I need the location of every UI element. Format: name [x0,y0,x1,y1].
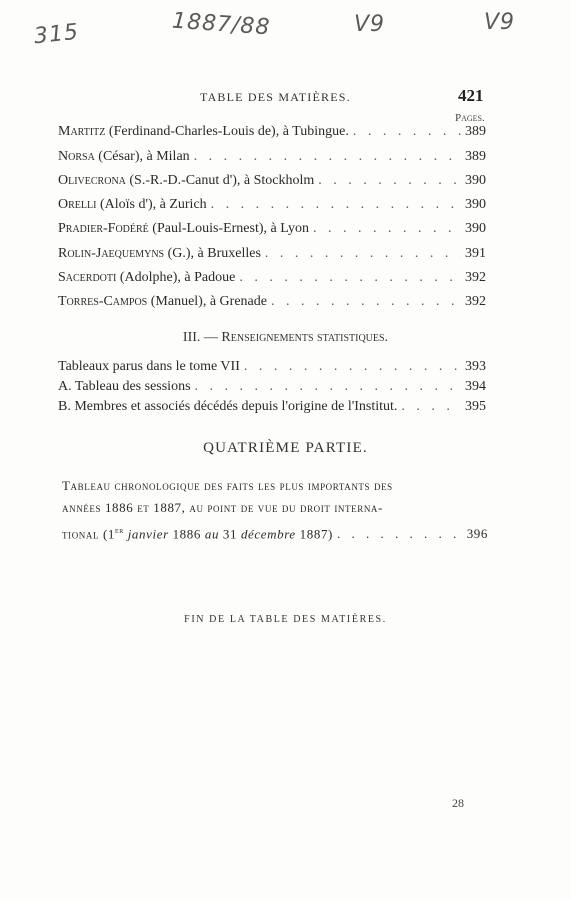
leader-dots [194,148,461,166]
toc-entry [58,293,486,311]
entry-page: 396 [466,526,488,542]
toc-entry [58,269,486,287]
leader-dots [265,245,461,263]
entry-surname: Norsa [58,149,95,164]
leader-dots [337,523,463,545]
entry-detail: (G.), à Bruxelles [164,246,261,261]
toc-entry [58,378,486,396]
handwritten-note-4: V9 [484,10,516,35]
leader-dots [244,358,461,376]
entry-detail: (S.-R.-D.-Canut d'), à Stockholm [125,173,315,188]
toc-entry [58,123,486,141]
entry-surname: Pradier-Fodéré [58,221,149,236]
toc-entry [58,172,486,190]
signature-mark: 28 [452,796,464,810]
handwritten-note-2: 1887/88 [171,8,272,41]
page-number: 421 [458,86,484,105]
entry-surname: Olivecrona [58,173,126,188]
leader-dots [313,220,461,238]
entry-surname: Sacerdoti [58,270,117,285]
chronology-line-3: tional (1er janvier 1886 au 31 décembre 1887) . . . 396 [62,519,488,545]
leader-dots [353,123,461,141]
entry-surname: Rolin-Jaequemyns [58,246,165,261]
toc-entry [58,220,486,238]
entry-label: A. Tableau des sessions [58,379,191,394]
entry-label: Tableaux parus dans le tome VII [58,359,240,374]
entry-page: 390 [465,221,486,236]
toc-entry [58,398,486,416]
entry-page: 391 [465,246,486,261]
entry-detail: (César), à Milan [94,149,190,164]
entry-detail: (Manuel), à Grenade [147,294,267,309]
entry-page: 392 [465,294,486,309]
entry-page: 394 [465,379,486,394]
chronology-line-2: années 1886 et 1887, au point de vue du droit interna- [62,500,383,515]
chronology-entry [62,475,488,545]
handwritten-note-3: V9 [354,12,386,37]
entry-label: B. Membres et associés décédés depuis l'origine de l'Institut. [58,399,398,414]
entry-page: 395 [465,399,486,414]
entry-surname: Orelli [58,197,97,212]
entry-page: 390 [465,173,486,188]
leader-dots [195,378,461,396]
entry-page: 392 [465,270,486,285]
running-head: TABLE DES MATIÈRES. [200,90,351,104]
entry-detail: (Aloïs d'), à Zurich [96,197,207,212]
chronology-line-1: Tableau chronologique des faits les plus importants des [62,478,393,493]
toc-entry [58,148,486,166]
entry-surname: Torres-Campos [58,294,148,309]
leader-dots [318,172,461,190]
entry-page: 390 [465,197,486,212]
handwritten-note-1: 315 [32,19,81,50]
pages-column-label: Pages. [455,112,485,124]
leader-dots [211,196,461,214]
entry-page: 389 [465,149,486,164]
entry-surname: Martitz [58,124,106,139]
part-title: QUATRIÈME PARTIE. [203,440,368,456]
entry-detail: (Ferdinand-Charles-Louis de), à Tubingue. [105,124,349,139]
section-title-statistics: III. — Renseignements statistiques. [182,330,389,345]
end-of-table-note: FIN DE LA TABLE DES MATIÈRES. [184,614,387,625]
leader-dots [239,269,461,287]
entry-detail: (Adolphe), à Padoue [116,270,236,285]
entry-detail: (Paul-Louis-Ernest), à Lyon [148,221,309,236]
leader-dots [401,398,461,416]
entry-page: 389 [465,124,486,139]
entry-page: 393 [465,359,486,374]
toc-entry [58,196,486,214]
toc-entry [58,358,486,376]
toc-entry [58,245,486,263]
leader-dots [271,293,461,311]
